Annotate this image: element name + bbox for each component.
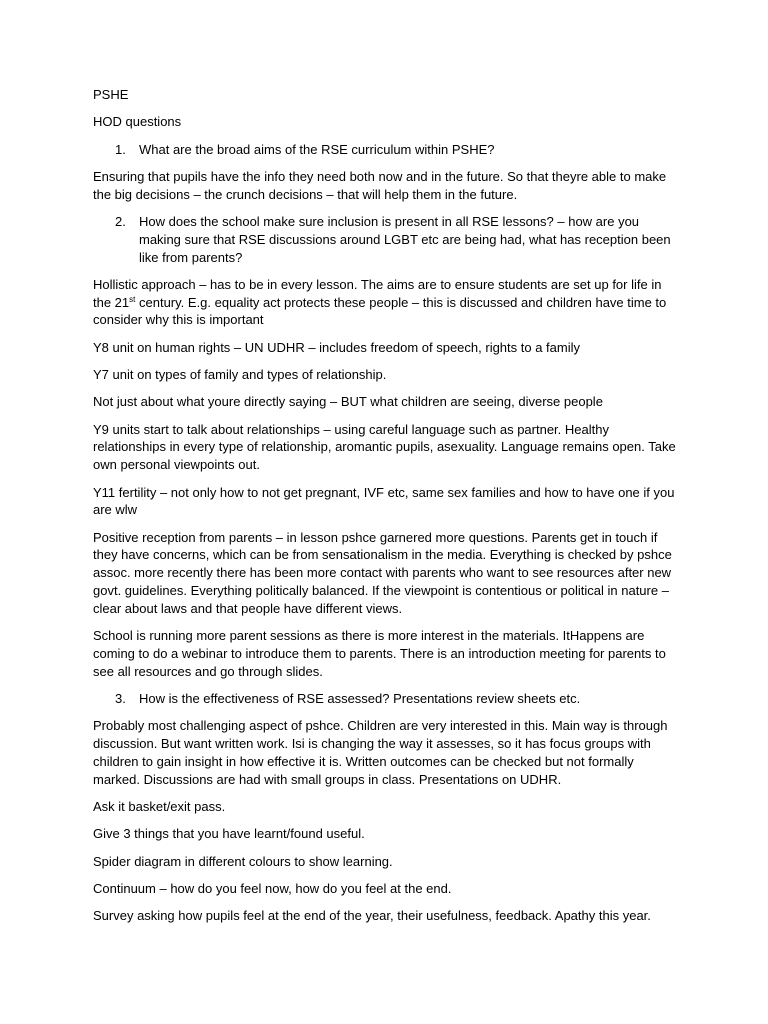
question-1-number: 1. — [115, 141, 126, 157]
question-3-text: How is the effectiveness of RSE assessed? Presentations review sheets etc. — [139, 691, 581, 707]
question-2-text: How does the school make sure inclusion is present in all RSE lessons? – how are you making sure that RSE discussions around LGBT etc are being had, what has reception been like from parents? — [139, 213, 671, 265]
answer-3: Probably most challenging aspect of pshce. Children are very interested in this. Main way is through discussion. But want written work. Isi is changing the way it assesses, so it has focus groups with children to gain insight in how effective it is. Written outcomes can be checked but not formally marked. Discussions are had with small groups in class. Presentations on UDHR. — [93, 718, 668, 787]
question-3 — [93, 690, 683, 708]
paragraph-spider-diagram: Spider diagram in different colours to show learning. — [93, 853, 393, 869]
answer-2-before: Hollistic approach – has to be in every lesson. The aims are to ensure students are set up for life in the 21 — [93, 276, 662, 310]
paragraph-continuum: Continuum – how do you feel now, how do you feel at the end. — [93, 880, 452, 896]
question-2-number: 2. — [115, 213, 126, 229]
paragraph-positive-reception: Positive reception from parents – in lesson pshce garnered more questions. Parents get in touch if they have concerns, which can be from sensationalism in the media. Everything is checked by pshce assoc. more recently there has been more contact with parents who want to see resources after new govt. guidelines. Everything politically balanced. If the viewpoint is contentious or political in nature – clear about laws and that people have different views. — [93, 529, 672, 616]
answer-1: Ensuring that pupils have the info they need both now and in the future. So that theyre able to make the big decisions – the crunch decisions – that will help them in the future. — [93, 168, 667, 202]
question-3-number: 3. — [115, 691, 126, 707]
paragraph-y7-unit: Y7 unit on types of family and types of relationship. — [93, 367, 387, 383]
question-2 — [93, 213, 683, 266]
paragraph-y11-fertility: Y11 fertility – not only how to not get pregnant, IVF etc, same sex families and how to have one if you are wlw — [93, 484, 675, 518]
question-1 — [93, 141, 683, 159]
document-heading: PSHE — [93, 87, 129, 102]
paragraph-y8-unit: Y8 unit on human rights – UN UDHR – includes freedom of speech, rights to a family — [93, 339, 581, 355]
answer-2-after: century. E.g. equality act protects these people – this is discussed and children have time to consider why this is important — [93, 294, 667, 328]
answer-2-superscript: st — [129, 294, 136, 304]
document-body — [93, 86, 683, 934]
answer-2 — [93, 276, 683, 329]
paragraph-parent-sessions: School is running more parent sessions as there is more interest in the materials. ItHappens are coming to do a webinar to introduce them to parents. There is an introduction meeting for parents to see all resources and go through slides. — [93, 628, 666, 679]
question-1-text: What are the broad aims of the RSE curriculum within PSHE? — [139, 141, 495, 157]
paragraph-give-3-things: Give 3 things that you have learnt/found useful. — [93, 826, 365, 842]
paragraph-survey: Survey asking how pupils feel at the end of the year, their usefulness, feedback. Apathy this year. — [93, 908, 651, 924]
document-subheading: HOD questions — [93, 114, 182, 130]
paragraph-ask-it-basket: Ask it basket/exit pass. — [93, 799, 226, 814]
paragraph-y9-units: Y9 units start to talk about relationships – using careful language such as partner. Healthy relationships in every type of relationship, aromantic pupils, asexuality. Language remains open. Take own personal viewpoints out. — [93, 421, 676, 473]
paragraph-not-just: Not just about what youre directly saying – BUT what children are seeing, diverse people — [93, 394, 603, 410]
